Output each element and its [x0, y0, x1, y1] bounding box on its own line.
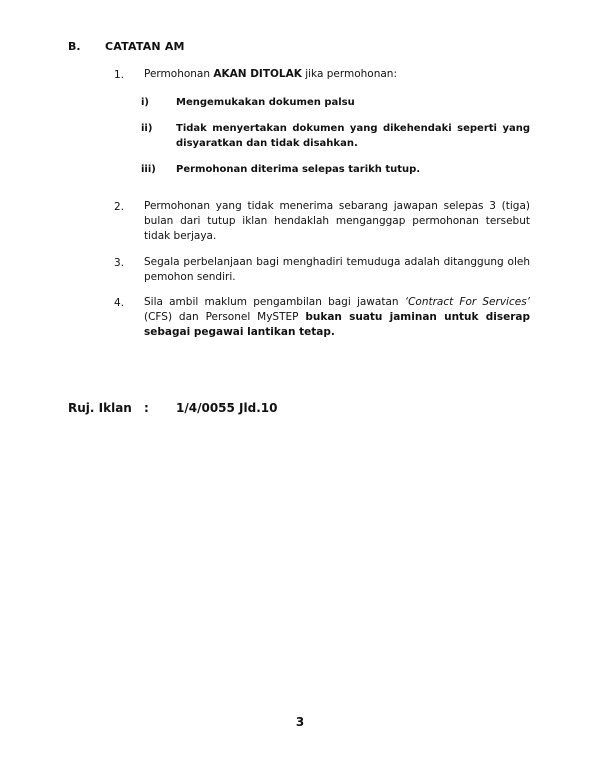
item-2-text: Permohonan yang tidak menerima sebarang jawapan selepas 3 (tiga) bulan dari tutup iklan hendaklah menganggap permohonan tersebut tidak berjaya.	[144, 200, 530, 242]
subitem-label: iii)	[141, 164, 156, 175]
subitem-text: Tidak menyertakan dokumen yang dikehendaki seperti yang disyaratkan dan tidak disahkan.	[176, 123, 530, 149]
item-3-text: Segala perbelanjaan bagi menghadiri temuduga adalah ditanggung oleh pemohon sendiri.	[144, 256, 530, 283]
item-1-text-before: Permohonan	[144, 68, 214, 80]
item-1-text-bold: AKAN DITOLAK	[213, 68, 302, 80]
item-1-text	[144, 67, 534, 82]
item-1-text-after: jika permohonan:	[301, 68, 397, 80]
reference-value: 1/4/0055 Jld.10	[176, 401, 278, 415]
item-4-number: 4.	[114, 297, 125, 309]
item-4-text	[144, 295, 530, 340]
subitem-text: Permohonan diterima selepas tarikh tutup.	[176, 164, 421, 175]
item-3-number: 3.	[114, 257, 125, 269]
item-1-number: 1.	[114, 69, 125, 81]
subitem-label: i)	[141, 97, 149, 108]
reference-colon: :	[144, 401, 149, 415]
section-letter: B.	[68, 40, 81, 53]
item-4-text-before: Sila ambil maklum pengambilan bagi jawatan	[144, 296, 405, 308]
page-number: 3	[295, 715, 305, 729]
subitem-label: ii)	[141, 123, 153, 134]
item-2-number: 2.	[114, 201, 125, 213]
item-4-text-middle: (CFS) dan Personel MySTEP	[144, 311, 306, 323]
subitem-text: Mengemukakan dokumen palsu	[176, 97, 355, 108]
section-title: CATATAN AM	[105, 40, 185, 53]
item-4-text-italic: ‘Contract For Services’	[404, 296, 531, 308]
reference-label: Ruj. Iklan	[68, 401, 132, 415]
item-4-text-bold: bukan suatu jaminan untuk diserap sebagai pegawai lantikan tetap.	[144, 311, 530, 338]
